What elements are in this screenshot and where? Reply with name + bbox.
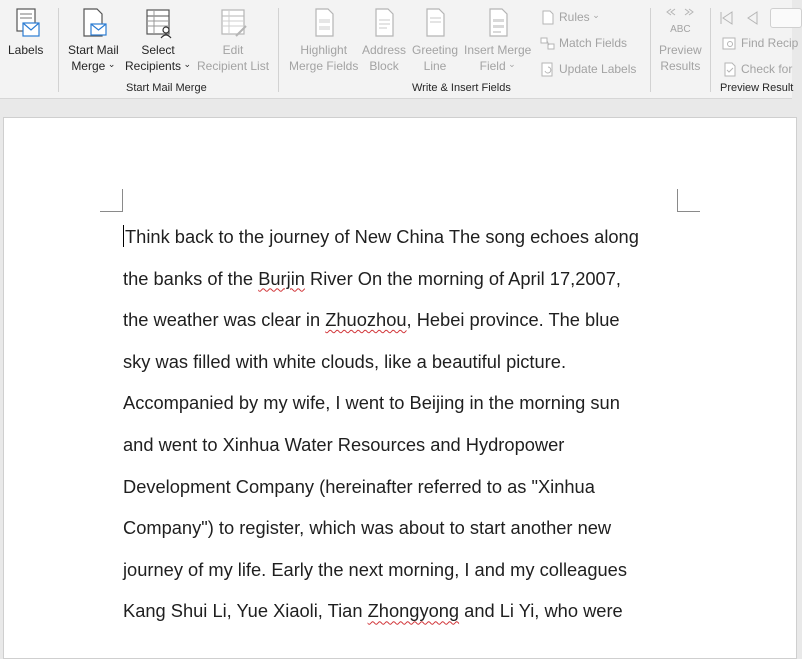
greeting-line-button[interactable] bbox=[412, 6, 458, 74]
document-line bbox=[123, 549, 683, 591]
text-run: the banks of the bbox=[123, 267, 259, 289]
select-recipients-button[interactable] bbox=[125, 6, 191, 75]
document-line bbox=[123, 424, 683, 466]
text-run: and went to Xinhua Water Resources and Hydropower bbox=[123, 433, 565, 455]
text-cursor bbox=[123, 225, 124, 247]
match-fields-button[interactable] bbox=[540, 34, 627, 52]
document-line bbox=[123, 507, 683, 549]
text-run: journey of my life. Early the next morning, I and my colleagues bbox=[123, 558, 627, 580]
edit-recipient-list-line1: Edit bbox=[222, 43, 244, 57]
group-label-write-insert-fields: Write & Insert Fields bbox=[412, 82, 511, 94]
text-run: Think back to the journey of New China The song echoes along bbox=[125, 226, 639, 247]
edit-list-icon bbox=[218, 6, 248, 40]
crop-mark-top-right bbox=[677, 189, 700, 212]
highlight-merge-fields-line1: Highlight bbox=[300, 43, 348, 57]
update-labels-label: Update Labels bbox=[559, 62, 637, 76]
misspelled-word: Burjin bbox=[258, 267, 305, 289]
document-line bbox=[123, 258, 683, 300]
greeting-line-line2: Line bbox=[423, 59, 447, 73]
group-separator bbox=[58, 8, 59, 92]
text-run: River On the morning of April 17,2007, bbox=[304, 267, 621, 289]
start-mail-merge-line1: Start Mail bbox=[68, 43, 119, 57]
address-block-line1: Address bbox=[362, 43, 407, 57]
labels-button-label: Labels bbox=[8, 43, 44, 57]
text-run: Company") to register, which was about to start another new bbox=[123, 517, 612, 539]
misspelled-word: Zhongyong bbox=[367, 600, 460, 622]
document-canvas bbox=[0, 99, 792, 633]
address-block-icon bbox=[369, 6, 399, 40]
rules-label: Rules ⌄ bbox=[559, 10, 600, 24]
check-errors-icon bbox=[722, 62, 737, 77]
preview-results-line1: Preview bbox=[659, 43, 702, 57]
document-line bbox=[123, 590, 683, 632]
start-mail-merge-line2: Merge ⌄ bbox=[71, 58, 115, 75]
labels-button[interactable] bbox=[8, 6, 43, 58]
select-recipients-line1: Select bbox=[141, 43, 175, 57]
address-block-line2: Block bbox=[369, 59, 399, 73]
ribbon bbox=[0, 0, 799, 99]
find-recipient-icon bbox=[722, 36, 737, 51]
insert-merge-field-button[interactable] bbox=[464, 6, 531, 75]
group-separator bbox=[710, 8, 711, 92]
preview-abc-text: ABC bbox=[670, 24, 691, 35]
preview-results-line2: Results bbox=[660, 59, 701, 73]
match-fields-icon bbox=[540, 36, 555, 51]
greeting-line-icon bbox=[420, 6, 450, 40]
insert-merge-field-line2: Field ⌄ bbox=[480, 58, 516, 75]
record-number-input[interactable] bbox=[770, 8, 802, 28]
document-line bbox=[123, 341, 683, 383]
find-recipient-label: Find Recip bbox=[741, 36, 799, 50]
document-line bbox=[123, 216, 683, 258]
edit-recipient-list-line2: Recipient List bbox=[197, 59, 270, 73]
text-run: Accompanied by my wife, I went to Beijing in the morning sun bbox=[123, 392, 620, 414]
document-line bbox=[123, 466, 683, 508]
labels-icon bbox=[11, 6, 41, 40]
text-run: sky was filled with white clouds, like a beautiful picture. bbox=[123, 350, 567, 372]
previous-record-icon[interactable] bbox=[744, 10, 760, 26]
crop-mark-top-left bbox=[100, 189, 123, 212]
highlight-merge-fields-button[interactable] bbox=[289, 6, 358, 74]
text-run: Development Company (hereinafter referred to as "Xinhua bbox=[123, 475, 595, 497]
record-navigation bbox=[718, 8, 802, 28]
update-labels-icon bbox=[540, 62, 555, 77]
document-page[interactable] bbox=[3, 117, 797, 659]
document-line bbox=[123, 299, 683, 341]
highlight-merge-fields-line2: Merge Fields bbox=[289, 59, 359, 73]
text-run: , Hebei province. The blue bbox=[406, 309, 620, 331]
text-run: and Li Yi, who were bbox=[459, 600, 623, 622]
update-labels-button[interactable] bbox=[540, 60, 636, 78]
rules-button[interactable] bbox=[540, 8, 600, 26]
group-separator bbox=[650, 8, 651, 92]
group-separator bbox=[278, 8, 279, 92]
insert-field-icon bbox=[483, 6, 513, 40]
group-label-preview-results: Preview Result bbox=[720, 82, 794, 94]
start-mail-merge-button[interactable] bbox=[68, 6, 119, 75]
greeting-line-line1: Greeting bbox=[412, 43, 459, 57]
find-recipient-button[interactable] bbox=[722, 34, 798, 52]
rules-icon bbox=[540, 10, 555, 25]
check-for-errors-label: Check for bbox=[741, 62, 793, 76]
highlight-fields-icon bbox=[309, 6, 339, 40]
preview-abc-icon bbox=[665, 6, 695, 24]
recipients-list-icon bbox=[143, 6, 173, 40]
insert-merge-field-line1: Insert Merge bbox=[464, 43, 532, 57]
preview-results-button[interactable] bbox=[659, 6, 702, 74]
first-record-icon[interactable] bbox=[718, 10, 734, 26]
group-label-start-mail-merge: Start Mail Merge bbox=[126, 82, 207, 94]
select-recipients-line2: Recipients ⌄ bbox=[125, 58, 191, 75]
misspelled-word: Zhuozhou bbox=[325, 309, 407, 331]
document-body-text[interactable] bbox=[123, 216, 683, 632]
check-for-errors-button[interactable] bbox=[722, 60, 792, 78]
address-block-button[interactable] bbox=[362, 6, 406, 74]
text-run: Kang Shui Li, Yue Xiaoli, Tian bbox=[123, 600, 368, 622]
edit-recipient-list-button[interactable] bbox=[197, 6, 269, 74]
text-run: the weather was clear in bbox=[123, 309, 326, 331]
mail-merge-document-icon bbox=[78, 6, 108, 40]
match-fields-label: Match Fields bbox=[559, 36, 628, 50]
document-line bbox=[123, 382, 683, 424]
